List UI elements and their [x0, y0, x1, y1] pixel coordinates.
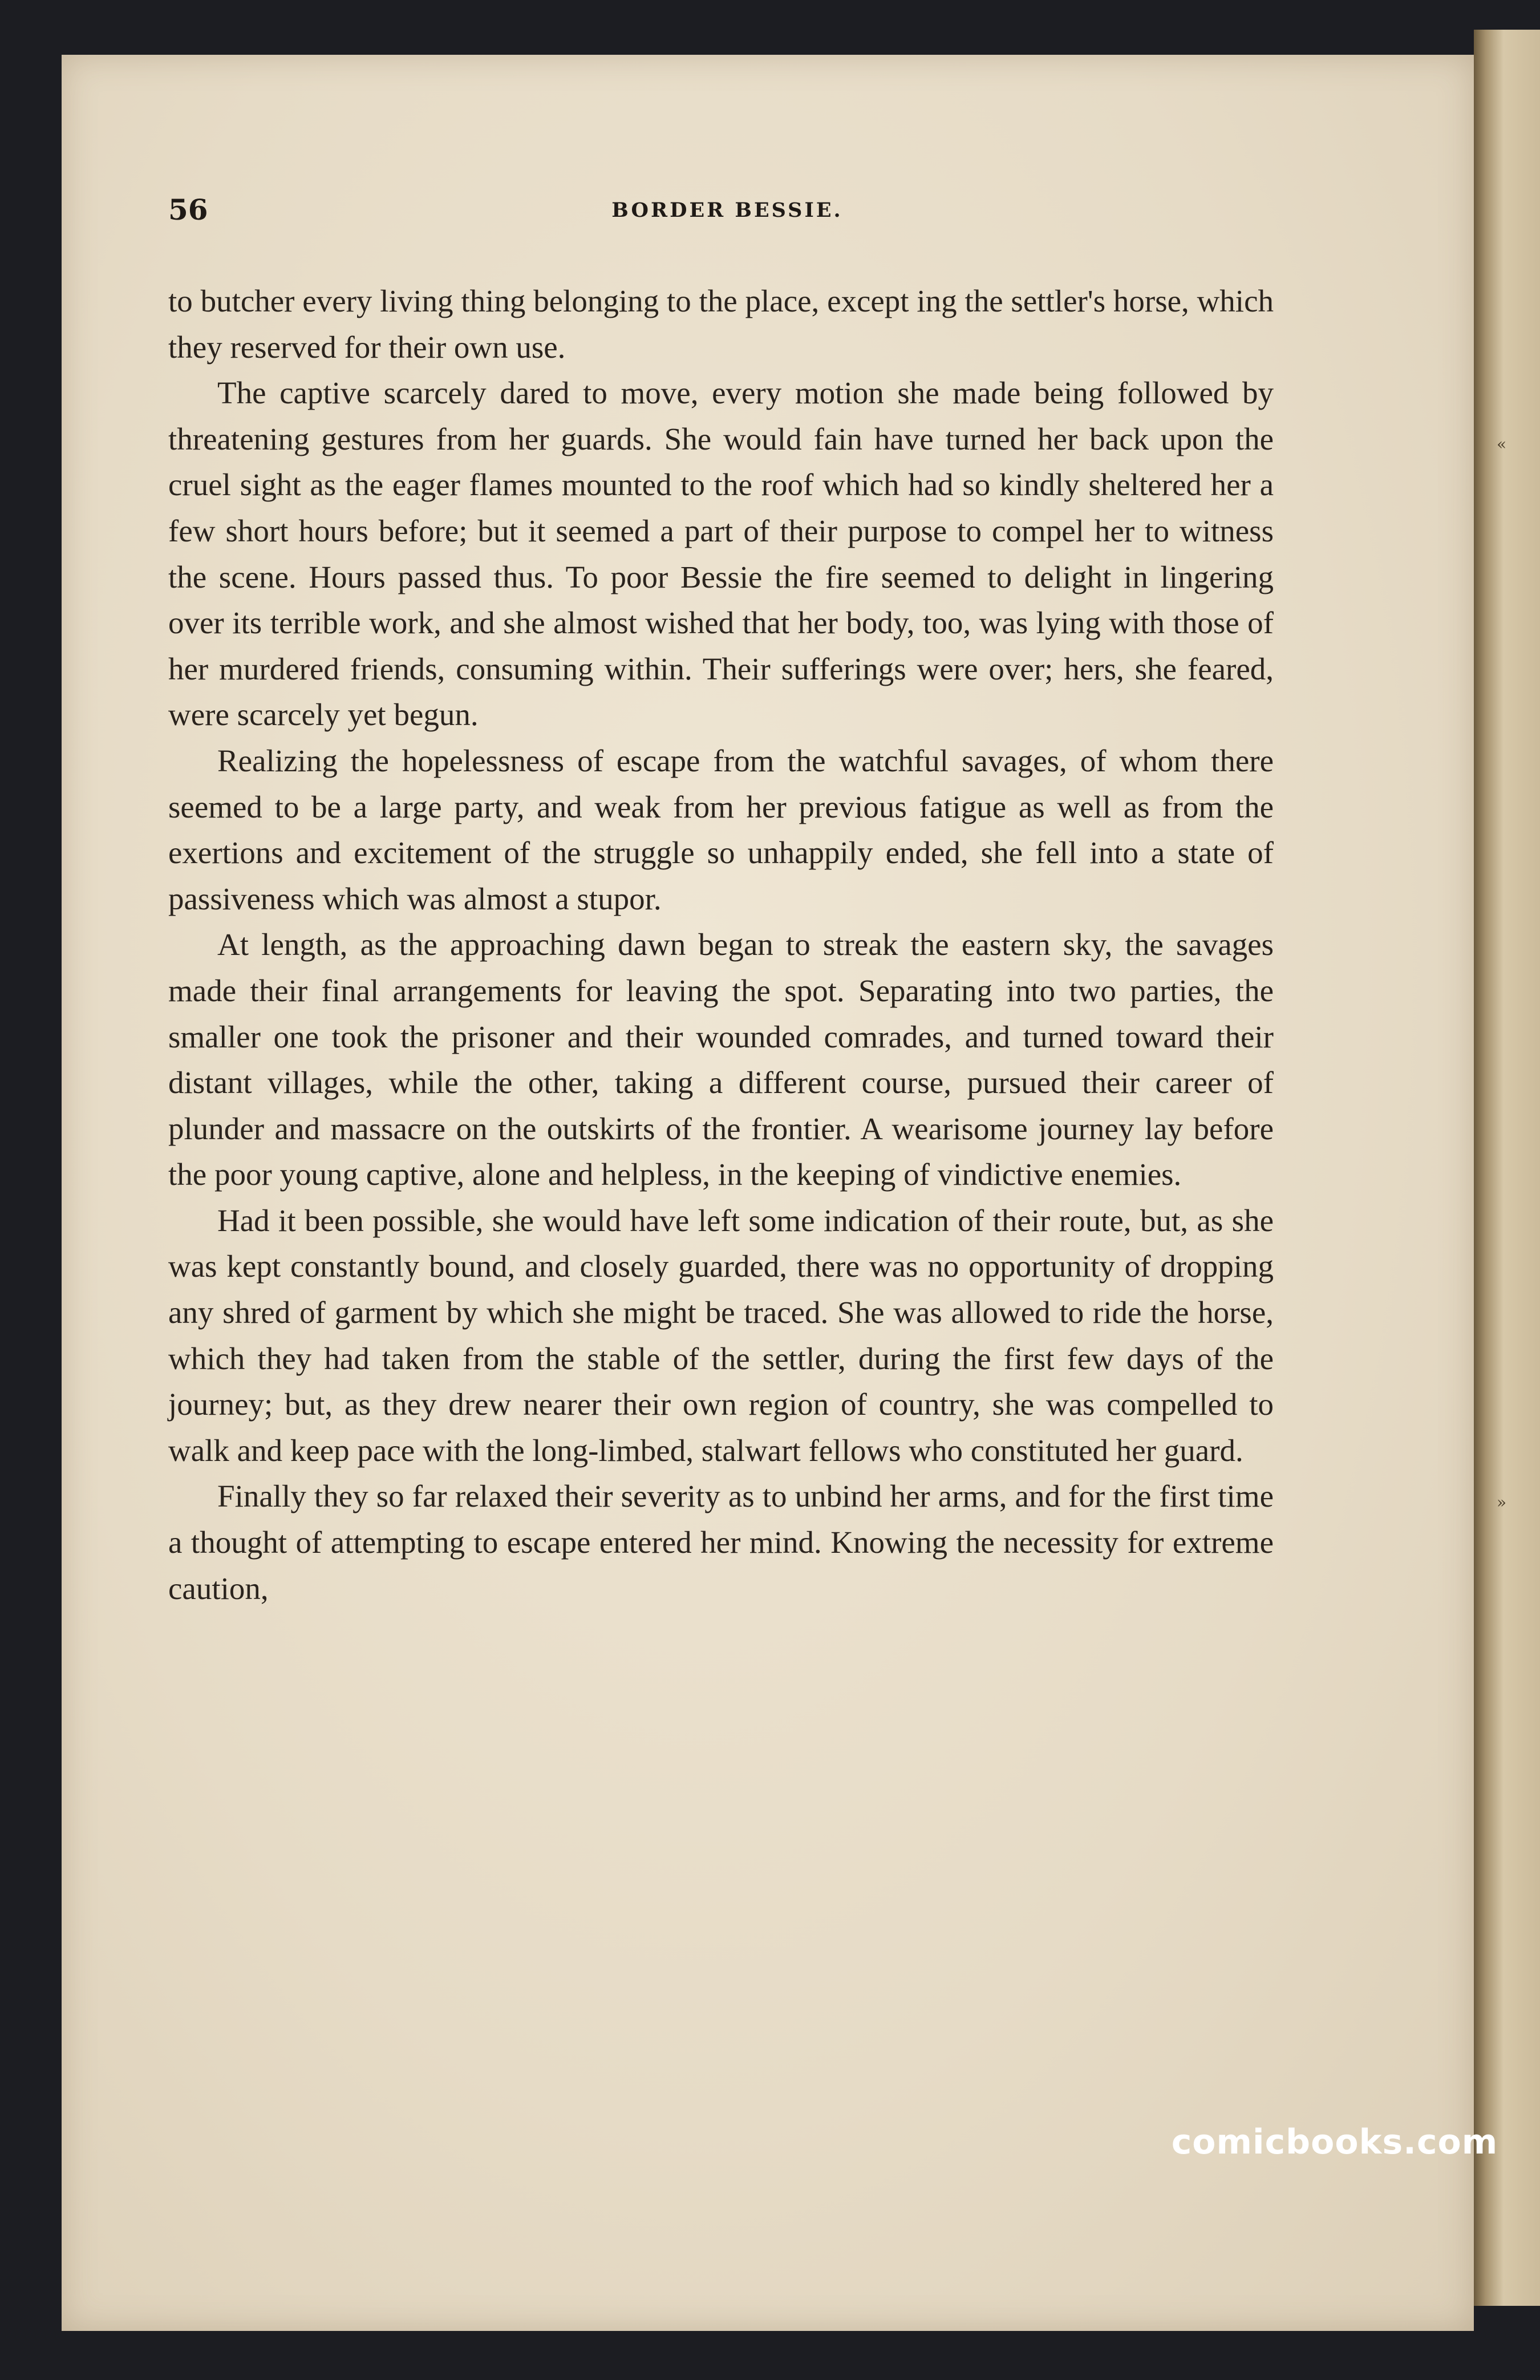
paragraph: Realizing the hopelessness of escape from the watchful savages, of whom there seemed to be a large party, and weak from her previous fatigue as well as from the exertions and excitement of the struggle so unhappily ended, she fell into a state of passiveness which was almost a stupor.: [168, 743, 1274, 916]
paragraph: The captive scarcely dared to move, every motion she made being followed by threatening gestures from her guards. She would fain have turned her back upon the cruel sight as the eager flames mounted to the roof which had so kindly sheltered her a few short hours before; but it seemed a part of their purpose to compel her to witness the scene. Hours passed thus. To poor Bessie the fire seemed to delight in lingering over its terrible work, and she almost wished that her body, too, was lying with those of her murdered friends, consuming within. Their sufferings were over; hers, she feared, were scarcely yet begun.: [168, 375, 1274, 732]
paragraph: Had it been possible, she would have left some indication of their route, but, as she was kept constantly bound, and closely guarded, there was no opportunity of dropping any shred of garment by which she might be traced. She was allowed to ride the horse, which they had taken from the stable of the settler, during the first few days of the journey; but, as they drew nearer their own region of country, she was compelled to walk and keep pace with the long-limbed, stalwart fellows who constituted her guard.: [168, 1203, 1274, 1468]
site-watermark: comicbooks.com: [1171, 2122, 1498, 2162]
paragraph: Finally they so far relaxed their severity as to unbind her arms, and for the first time a thought of attempting to escape entered her mind. Knowing the necessity for extreme caution,: [168, 1479, 1274, 1606]
paragraph: At length, as the approaching dawn began to streak the eastern sky, the savages made their final arrangements for leaving the spot. Separating into two parties, the smaller one took the prisoner and their wounded comrades, and turned toward their distant villages, while the other, taking a different course, pursued their career of plunder and massacre on the outskirts of the frontier. A wearisome journey lay before the poor young captive, alone and helpless, in the keeping of vindictive enemies.: [168, 927, 1274, 1192]
body-text: [168, 278, 1274, 1612]
running-head: BORDER BESSIE.: [611, 199, 843, 222]
adjacent-page-edge: [1474, 30, 1540, 2306]
page-number: 56: [168, 193, 208, 226]
paragraph: to butcher every living thing belonging to the place, except ing the settler's horse, which they reserved for their own use.: [168, 284, 1274, 365]
adjacent-page-mark: »: [1497, 1493, 1507, 1512]
page-header: [168, 193, 1286, 233]
adjacent-page-mark: «: [1497, 435, 1507, 454]
